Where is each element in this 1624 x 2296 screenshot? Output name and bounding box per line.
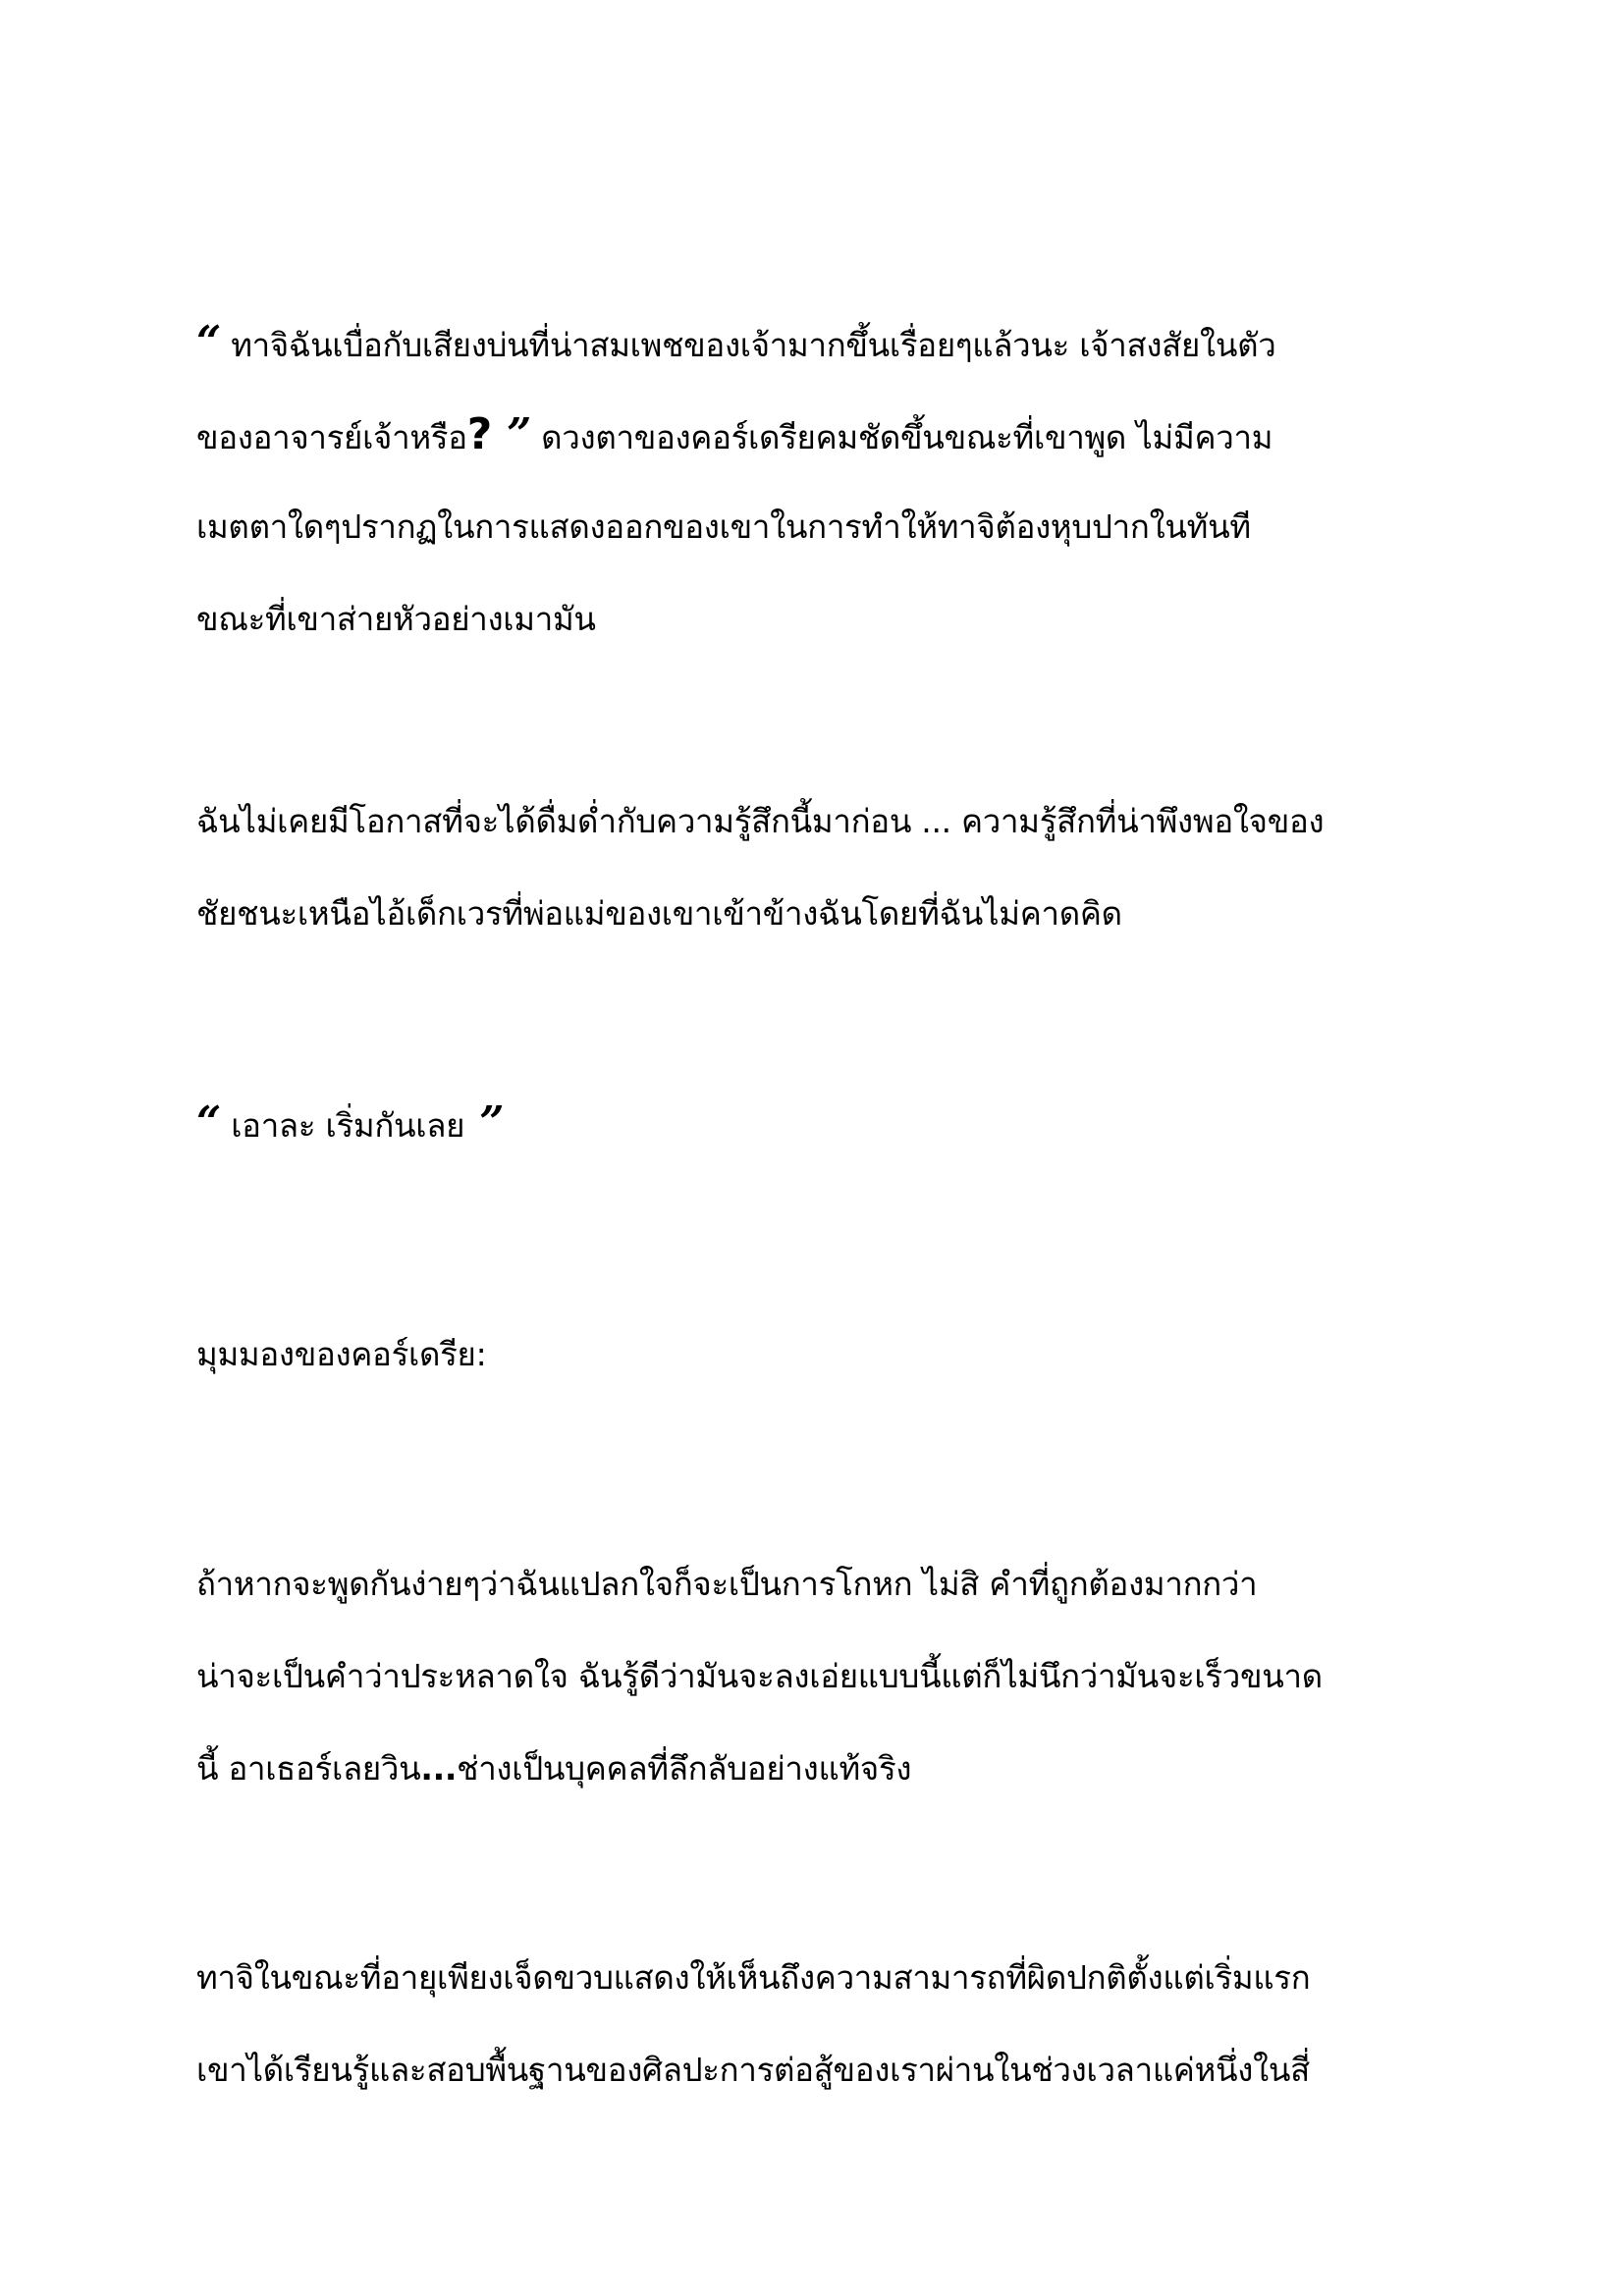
text-line: ชัยชนะเหนือไอ้เด็กเวรที่พ่อแม่ของเขาเข้าข้างฉันโดยที่ฉันไม่คาดคิด xyxy=(196,894,1122,933)
text-line: ทาจิในขณะที่อายุเพียงเจ็ดขวบแสดงให้เห็นถึงความสามารถที่ผิดปกติตั้งแต่เริ่มแรก xyxy=(196,1958,1311,1997)
paragraph-1 xyxy=(196,296,1473,666)
paragraph-5 xyxy=(196,1538,1473,1815)
line-text: นี้ อาเธอร์เลยวิน xyxy=(196,1749,421,1788)
text-line: ขณะที่เขาส่ายหัวอย่างเมามัน xyxy=(196,600,596,638)
open-quote: “ xyxy=(196,1097,222,1148)
line-text: ของอาจารย์เจ้าหรือ xyxy=(196,418,467,456)
text-line: ถ้าหากจะพูดกันง่ายๆว่าฉันแปลกใจก็จะเป็นการโกหก ไม่สิ คำที่ถูกต้องมากกว่า xyxy=(196,1565,1258,1603)
text-line: น่าจะเป็นคำว่าประหลาดใจ ฉันรู้ดีว่ามันจะลงเอ่ยแบบนี้แต่ก็ไม่นึกว่ามันจะเร็วขนาด xyxy=(196,1657,1323,1695)
close-quote: ” xyxy=(464,1097,505,1148)
text-line: เขาได้เรียนรู้และสอบพื้นฐานของศิลปะการต่อสู้ของเราผ่านในช่วงเวลาแค่หนึ่งในสี่ xyxy=(196,2051,1311,2089)
line-text: ดวงตาของคอร์เดรียคมชัดขึ้นขณะที่เขาพูด ไม่มีความ xyxy=(530,418,1273,456)
text-line xyxy=(196,1723,1473,1815)
text-line: มุมมองของคอร์เดรีย: xyxy=(196,1335,487,1373)
paragraph-2 xyxy=(196,775,1473,960)
text-line xyxy=(196,1077,1473,1169)
close-quote: ” xyxy=(491,409,531,459)
open-quote: “ xyxy=(196,317,222,367)
ellipsis: ... xyxy=(420,1749,458,1788)
text-line xyxy=(196,296,1473,389)
paragraph-3 xyxy=(196,1077,1473,1169)
line-text: ช่างเป็นบุคคลที่ลึกลับอย่างแท้จริง xyxy=(457,1749,912,1788)
text-line: เมตตาใดๆปรากฏในการแสดงออกของเขาในการทำให้ทาจิต้องหุบปากในทันที xyxy=(196,507,1251,546)
line-text: เอาละ เริ่มกันเลย xyxy=(221,1106,465,1145)
line-text: ทาจิฉันเบื่อกับเสียงบ่นที่น่าสมเพชของเจ้ามากขึ้นเรื่อยๆแล้วนะ เจ้าสงสัยในตัว xyxy=(221,326,1276,364)
paragraph-4-section-heading xyxy=(196,1308,1473,1401)
text-line: ฉันไม่เคยมีโอกาสที่จะได้ดื่มด่ำกับความรู้สึกนี้มาก่อน ... ความรู้สึกที่น่าพึงพอใจของ xyxy=(196,802,1325,840)
question-mark: ? xyxy=(466,409,492,459)
text-line xyxy=(196,389,1473,481)
paragraph-6 xyxy=(196,1932,1473,2116)
